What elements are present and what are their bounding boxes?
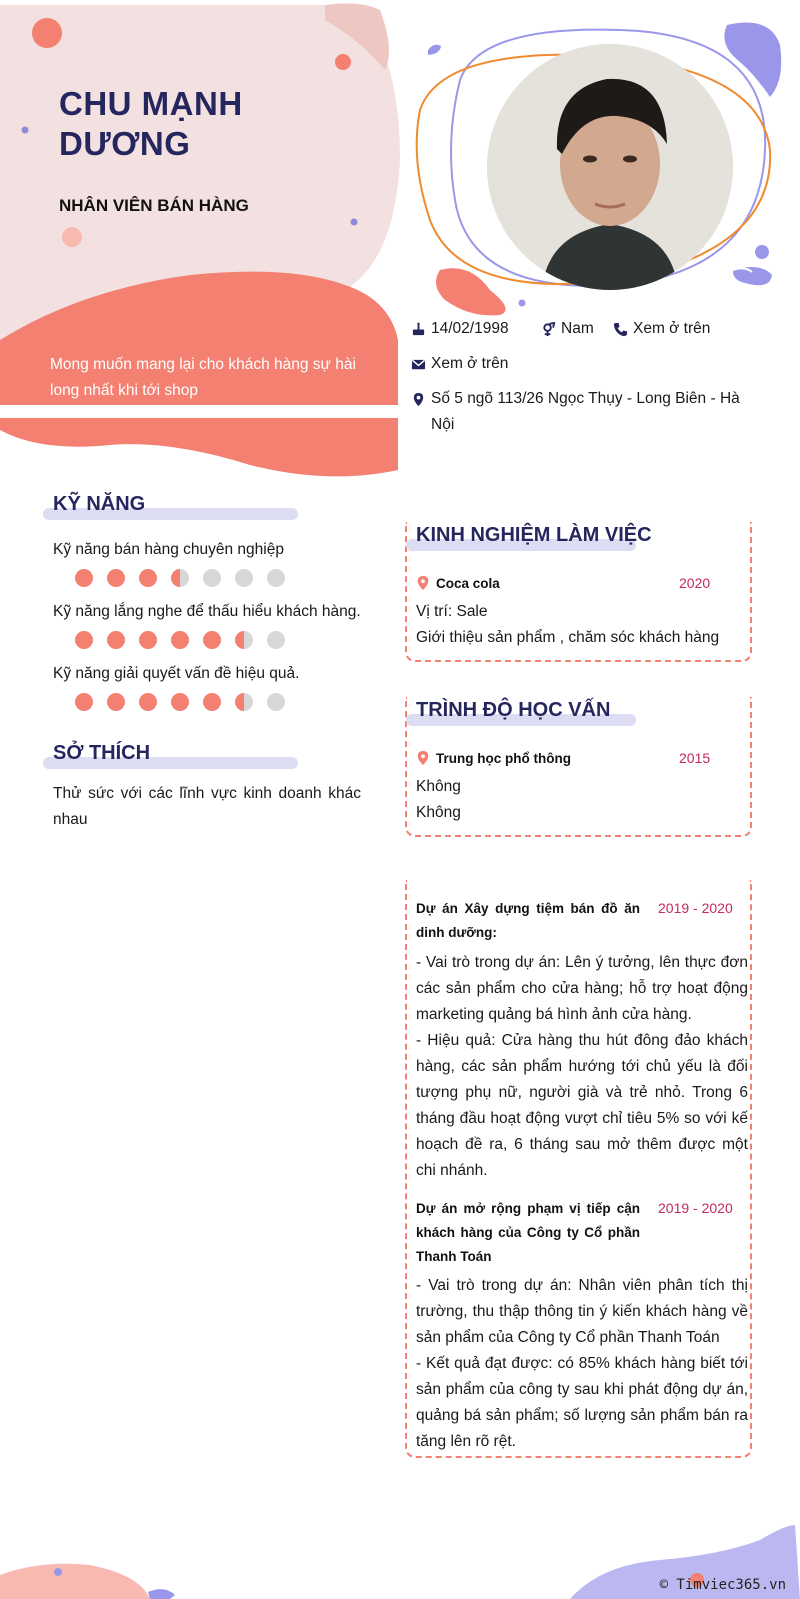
avatar	[487, 44, 733, 290]
skill-dot	[203, 631, 221, 649]
skill-dot	[267, 631, 285, 649]
skill-rating	[75, 569, 285, 587]
education-line: Không	[416, 778, 461, 795]
skill-rating	[75, 693, 285, 711]
education-school: Trung học phổ thông	[416, 750, 571, 766]
experience-description: Giới thiệu sản phẩm , chăm sóc khách hàng	[416, 629, 720, 646]
skill-dot	[235, 569, 253, 587]
skill-dot	[75, 693, 93, 711]
project-description: - Vai trò trong dự án: Nhân viên phân tích thị trường, thu thập thông tin ý kiến khách hàng về sản phẩm của Công ty Cổ phần Thanh Toán - Kết quả đạt được: có 85% khách hàng biết tới sản phẩm của công ty sau khi phát động dự án, quảng bá sản phẩm; số lượng sản phẩm bán ra tăng lên rõ rệt.	[416, 1277, 748, 1450]
location-icon	[416, 575, 430, 591]
skill-name: Kỹ năng lắng nghe để thấu hiểu khách hàng.	[53, 603, 361, 620]
skill-dot	[235, 693, 253, 711]
skill-dot	[203, 693, 221, 711]
skill-dot	[267, 569, 285, 587]
skill-dot	[235, 631, 253, 649]
experience-company: Coca cola	[416, 575, 500, 591]
gender-value: Nam	[561, 320, 594, 337]
phone-info	[612, 316, 710, 342]
skill-dot	[75, 569, 93, 587]
project-title: Dự án Xây dựng tiệm bán đồ ăn dinh dưỡng:	[416, 901, 640, 940]
education-line: Không	[416, 804, 461, 821]
skill-dot	[203, 569, 221, 587]
phone-value: Xem ở trên	[633, 320, 711, 337]
candidate-name: CHU MẠNH DƯƠNG	[59, 85, 243, 162]
gender-info	[540, 316, 594, 342]
email-value: Xem ở trên	[431, 355, 509, 372]
skill-dot	[171, 631, 189, 649]
email-info	[410, 351, 508, 377]
education-year: 2015	[679, 750, 711, 766]
gender-icon	[540, 316, 556, 342]
skill-dot	[171, 569, 189, 587]
skill-dot	[107, 569, 125, 587]
location-icon	[416, 750, 430, 766]
experience-position: Vị trí: Sale	[416, 603, 488, 620]
address-info	[410, 386, 755, 438]
skill-dot	[139, 693, 157, 711]
birthday-info	[410, 316, 509, 342]
address-value: Số 5 ngõ 113/26 Ngọc Thụy - Long Biên - Hà Nội	[431, 390, 740, 433]
skill-dot	[75, 631, 93, 649]
skill-name: Kỹ năng giải quyết vấn đề hiệu quả.	[53, 665, 300, 682]
skill-dot	[139, 569, 157, 587]
experience-year: 2020	[679, 575, 711, 591]
skill-dot	[171, 693, 189, 711]
hobbies-title: SỞ THÍCH	[53, 742, 150, 765]
birthday-value: 14/02/1998	[431, 320, 509, 337]
location-icon	[410, 386, 426, 412]
project-date: 2019 - 2020	[658, 1200, 733, 1216]
phone-icon	[612, 316, 628, 342]
project-description: - Vai trò trong dự án: Lên ý tưởng, lên thực đơn các sản phẩm cho cửa hàng; hỗ trợ hoạt động marketing quảng bá hình ảnh cửa hàng. - Hiệu quả: Cửa hàng thu hút đông đảo khách hàng, các sản phẩm hướng tới chủ yếu là đối tượng phụ nữ, người già và trẻ nhỏ. Trong 6 tháng đầu hoạt động vượt chỉ tiêu 5% so với kế hoạch đề ra, 6 tháng sau mở thêm được một chi nhánh.	[416, 954, 748, 1179]
skills-title: KỸ NĂNG	[53, 493, 145, 516]
skill-dot	[107, 631, 125, 649]
skill-name: Kỹ năng bán hàng chuyên nghiệp	[53, 541, 284, 558]
education-title: TRÌNH ĐỘ HỌC VẤN	[416, 699, 610, 722]
project-date: 2019 - 2020	[658, 900, 733, 916]
skill-dot	[139, 631, 157, 649]
email-icon	[410, 351, 426, 377]
copyright: © Timviec365.vn	[659, 1577, 786, 1593]
skill-dot	[107, 693, 125, 711]
project-title: Dự án mở rộng phạm vị tiếp cận khách hàng của Công ty Cổ phần Thanh Toán	[416, 1201, 640, 1264]
skill-rating	[75, 631, 285, 649]
hobbies-text: Thử sức với các lĩnh vực kinh doanh khác nhau	[53, 785, 361, 828]
job-title: NHÂN VIÊN BÁN HÀNG	[59, 196, 249, 215]
experience-title: KINH NGHIỆM LÀM VIỆC	[416, 524, 652, 547]
cake-icon	[410, 316, 426, 342]
career-objective: Mong muốn mang lại cho khách hàng sự hài long nhất khi tới shop	[50, 356, 356, 399]
skill-dot	[267, 693, 285, 711]
